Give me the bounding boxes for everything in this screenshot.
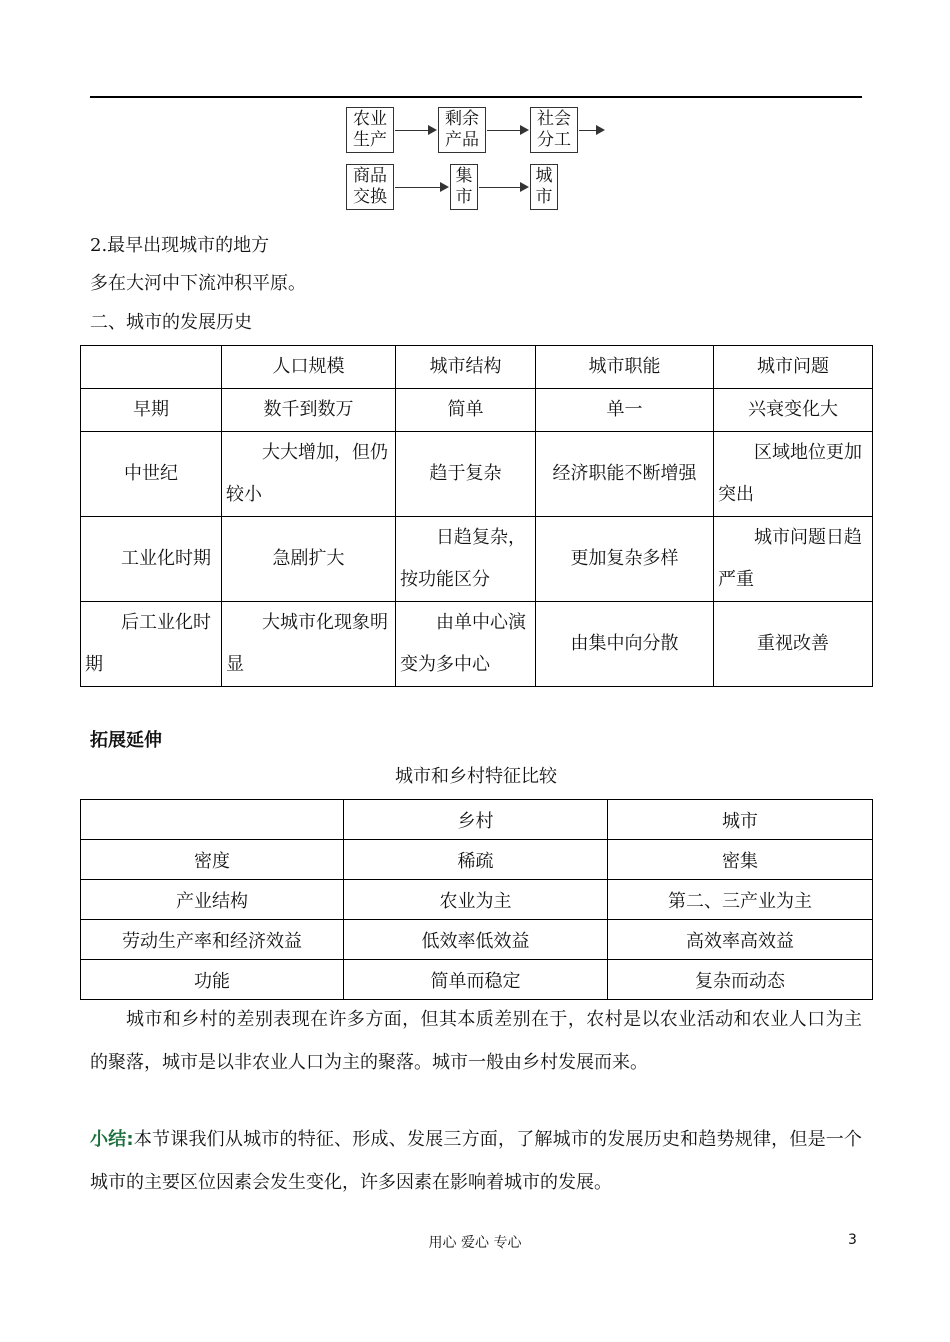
table-cell: 重视改善 bbox=[714, 602, 873, 687]
table-cell: 后工业化时期 bbox=[81, 602, 222, 687]
table-cell: 简单而稳定 bbox=[344, 960, 608, 1000]
flow-box-city: 城 市 bbox=[530, 164, 558, 210]
table-cell: 大城市化现象明显 bbox=[222, 602, 396, 687]
arrow-icon bbox=[395, 130, 435, 131]
compare-header-cell bbox=[81, 800, 344, 840]
table-row bbox=[81, 432, 873, 517]
section-title: 二、城市的发展历史 bbox=[90, 312, 252, 333]
difference-paragraph: 城市和乡村的差别表现在许多方面，但其本质差别在于，农村是以农业活动和农业人口为主的聚落，城市是以非农业人口为主的聚落。城市一般由乡村发展而来。 bbox=[90, 1009, 862, 1073]
page-number: 3 bbox=[848, 1232, 857, 1248]
table-cell: 简单 bbox=[396, 389, 536, 432]
table-row bbox=[81, 880, 873, 920]
table-cell: 密集 bbox=[608, 840, 873, 880]
table-cell: 中世纪 bbox=[81, 432, 222, 517]
history-header-cell: 城市职能 bbox=[536, 346, 714, 389]
table-cell: 经济职能不断增强 bbox=[536, 432, 714, 517]
table-row bbox=[81, 602, 873, 687]
compare-table bbox=[80, 799, 873, 1000]
history-header-cell: 城市结构 bbox=[396, 346, 536, 389]
history-header-cell bbox=[81, 346, 222, 389]
summary-text: 本节课我们从城市的特征、形成、发展三方面，了解城市的发展历史和趋势规律，但是一个城市的主要区位因素会发生变化，许多因素在影响着城市的发展。 bbox=[90, 1129, 862, 1193]
table-cell: 高效率高效益 bbox=[608, 920, 873, 960]
table-cell: 由集中向分散 bbox=[536, 602, 714, 687]
table-cell: 密度 bbox=[81, 840, 344, 880]
table-cell: 工业化时期 bbox=[81, 517, 222, 602]
history-header-row bbox=[81, 346, 873, 389]
table-cell: 劳动生产率和经济效益 bbox=[81, 920, 344, 960]
arrow-icon bbox=[487, 130, 527, 131]
history-header-cell: 人口规模 bbox=[222, 346, 396, 389]
compare-header-row bbox=[81, 800, 873, 840]
arrow-icon bbox=[395, 187, 447, 188]
arrow-icon bbox=[579, 130, 603, 131]
flow-box-surplus: 剩余 产品 bbox=[438, 107, 486, 153]
table-cell: 低效率低效益 bbox=[344, 920, 608, 960]
table-cell: 早期 bbox=[81, 389, 222, 432]
table-row bbox=[81, 960, 873, 1000]
compare-header-cell: 城市 bbox=[608, 800, 873, 840]
table-cell: 功能 bbox=[81, 960, 344, 1000]
table-cell: 第二、三产业为主 bbox=[608, 880, 873, 920]
table-cell: 复杂而动态 bbox=[608, 960, 873, 1000]
summary-label: 小结: bbox=[90, 1129, 134, 1150]
table-cell: 日趋复杂，按功能区分 bbox=[396, 517, 536, 602]
history-table bbox=[80, 345, 873, 687]
table-cell: 急剧扩大 bbox=[222, 517, 396, 602]
arrow-icon bbox=[479, 187, 527, 188]
footer-motto: 用心 爱心 专心 bbox=[428, 1235, 522, 1251]
compare-caption: 城市和乡村特征比较 bbox=[395, 766, 557, 787]
flow-box-agriculture: 农业 生产 bbox=[346, 107, 394, 153]
table-row bbox=[81, 517, 873, 602]
table-row bbox=[81, 840, 873, 880]
table-cell: 更加复杂多样 bbox=[536, 517, 714, 602]
table-cell: 区域地位更加突出 bbox=[714, 432, 873, 517]
table-cell: 大大增加，但仍较小 bbox=[222, 432, 396, 517]
table-cell: 数千到数万 bbox=[222, 389, 396, 432]
summary-paragraph bbox=[90, 1118, 862, 1204]
table-row bbox=[81, 389, 873, 432]
table-cell: 农业为主 bbox=[344, 880, 608, 920]
compare-header-cell: 乡村 bbox=[344, 800, 608, 840]
section2-body: 多在大河中下流冲积平原。 bbox=[90, 273, 306, 294]
extension-heading: 拓展延伸 bbox=[90, 730, 162, 751]
table-cell: 兴衰变化大 bbox=[714, 389, 873, 432]
table-row bbox=[81, 920, 873, 960]
flow-box-market: 集 市 bbox=[450, 164, 478, 210]
table-cell: 城市问题日趋严重 bbox=[714, 517, 873, 602]
table-cell: 稀疏 bbox=[344, 840, 608, 880]
history-header-cell: 城市问题 bbox=[714, 346, 873, 389]
table-cell: 产业结构 bbox=[81, 880, 344, 920]
section2-heading: 2.最早出现城市的地方 bbox=[90, 235, 270, 256]
header-rule bbox=[90, 96, 862, 98]
flow-box-exchange: 商品 交换 bbox=[346, 164, 394, 210]
flow-box-division: 社会 分工 bbox=[530, 107, 578, 153]
table-cell: 趋于复杂 bbox=[396, 432, 536, 517]
table-cell: 由单中心演变为多中心 bbox=[396, 602, 536, 687]
table-cell: 单一 bbox=[536, 389, 714, 432]
